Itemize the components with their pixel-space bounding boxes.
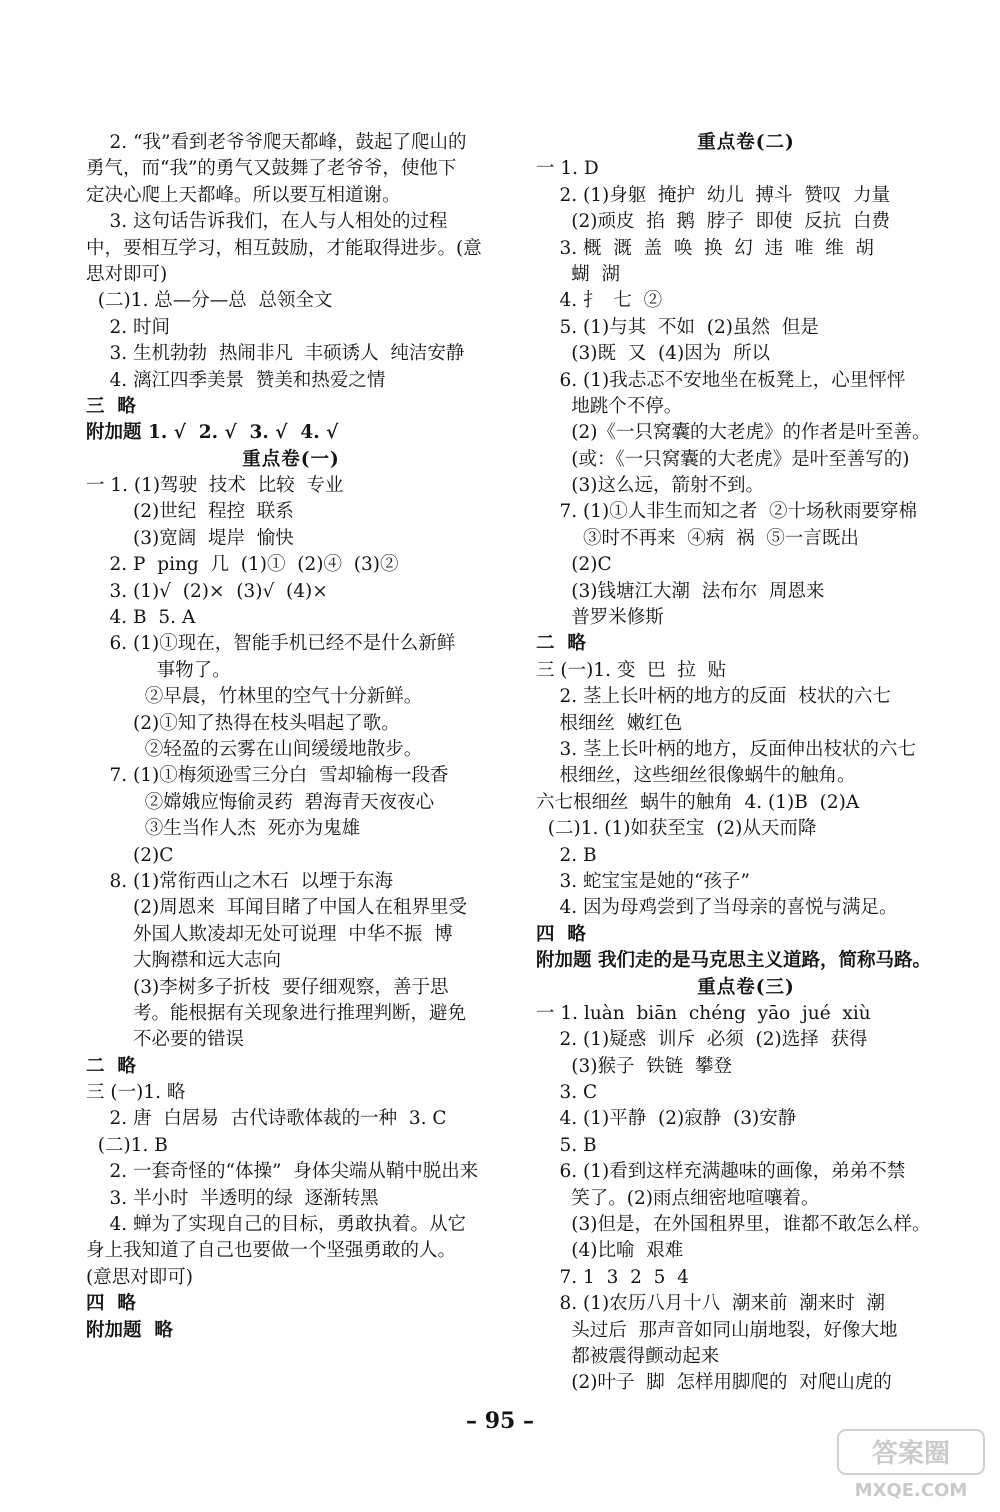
left-answer-line: 大胸襟和远大志向 <box>86 950 282 972</box>
left-answer-line: (3)李树多子折枝 要仔细观察，善于思 <box>86 976 449 998</box>
left-answer-line: 3. 这句话告诉我们，在人与人相处的过程 <box>86 211 448 233</box>
right-answer-line: (4)比喻 艰难 <box>536 1240 684 1262</box>
left-answer-line: (2)C <box>86 844 174 866</box>
left-answer-line: 外国人欺凌却无处可说理 中华不振 博 <box>86 923 453 945</box>
right-answer-line: 2. B <box>536 844 597 866</box>
right-answer-line: 2. 茎上长叶柄的地方的反面 枝状的六七 <box>536 686 891 708</box>
left-answer-line: 4. 蝉为了实现自己的目标，勇敢执着。从它 <box>86 1214 467 1236</box>
right-answer-line: 3. 蛇宝宝是她的“孩子” <box>536 870 750 892</box>
page-number: – 95 – <box>466 1408 534 1434</box>
left-answer-line: 一 1. (1)驾驶 技术 比较 专业 <box>86 475 344 497</box>
right-answer-line: 三 (一)1. 变 巴 拉 贴 <box>536 659 727 681</box>
left-column <box>86 130 496 1344</box>
right-answer-line: (3)既 又 (4)因为 所以 <box>536 343 770 365</box>
right-answer-line: (3)但是，在外国租界里，谁都不敢怎么样。 <box>536 1214 931 1236</box>
left-answer-line: 2. 时间 <box>86 316 171 338</box>
left-answer-line: 2. P ping 几 (1)① (2)④ (3)② <box>86 554 399 576</box>
left-answer-line: 中，要相互学习，相互鼓励，才能取得进步。(意 <box>86 237 482 259</box>
left-answer-line: 6. (1)①现在，智能手机已经不是什么新鲜 <box>86 633 456 655</box>
right-answer-line: (2)叶子 脚 怎样用脚爬的 对爬山虎的 <box>536 1372 892 1394</box>
left-answer-line: 2. “我”看到老爷爷爬天都峰，鼓起了爬山的 <box>86 132 467 153</box>
left-answer-line: 定决心爬上天都峰。所以要互相道谢。 <box>86 184 401 206</box>
right-answer-line: 蝴 湖 <box>536 263 621 285</box>
right-answer-line: 地跳个不停。 <box>536 395 683 417</box>
right-answer-line: (3)钱塘江大潮 法布尔 周恩来 <box>536 580 825 602</box>
left-answer-line: 二 略 <box>86 1055 136 1077</box>
right-answer-line: 根细丝，这些细丝很像蜗牛的触角。 <box>536 765 856 787</box>
right-answer-line: (2)顽皮 掐 鹅 脖子 即使 反抗 白费 <box>536 211 891 233</box>
left-answer-line: (意思对即可) <box>86 1266 193 1288</box>
left-answer-line: 三 (一)1. 略 <box>86 1082 186 1104</box>
left-answer-line: 4. 漓江四季美景 赞美和热爱之情 <box>86 369 386 391</box>
left-answer-line: 3. 生机勃勃 热闹非凡 丰硕诱人 纯洁安静 <box>86 343 465 365</box>
left-answer-line: (3)宽阔 堤岸 愉快 <box>86 527 294 549</box>
right-answer-line: 附加题 我们走的是马克思主义道路，简称马路。 <box>536 950 931 972</box>
left-answer-line: ②轻盈的云雾在山间缓缓地散步。 <box>86 738 423 760</box>
right-answer-line: 7. (1)①人非生而知之者 ②十场秋雨要穿棉 <box>536 501 918 523</box>
left-answer-line: ②嫦娥应悔偷灵药 碧海青天夜夜心 <box>86 791 435 813</box>
left-answer-line: 考。能根据有关现象进行推理判断，避免 <box>86 1002 467 1024</box>
right-answer-line: 4. (1)平静 (2)寂静 (3)安静 <box>536 1108 797 1130</box>
right-answer-line: 6. (1)我忐忑不安地坐在板凳上，心里怦怦 <box>536 369 906 391</box>
left-answer-line: (2)世纪 程控 联系 <box>86 501 294 523</box>
right-section-title: 重点卷(二) <box>697 132 795 153</box>
right-answer-line: 4. 因为母鸡尝到了当母亲的喜悦与满足。 <box>536 897 898 919</box>
right-answer-line: (或：《一只窝囊的大老虎》是叶至善写的) <box>536 448 910 470</box>
left-answer-line: ②早晨，竹林里的空气十分新鲜。 <box>86 686 423 708</box>
left-answer-line: 事物了。 <box>86 659 231 681</box>
left-answer-line: 附加题 略 <box>86 1319 173 1341</box>
right-answer-line: (2)《一只窝囊的大老虎》的作者是叶至善。 <box>536 422 931 444</box>
right-answer-line: 3. C <box>536 1082 598 1104</box>
right-answer-line: 5. B <box>536 1134 597 1156</box>
left-answer-line: (2)周恩来 耳闻目睹了中国人在租界里受 <box>86 897 468 919</box>
right-answer-line: 二 略 <box>536 633 586 655</box>
left-answer-line: (2)①知了热得在枝头唱起了歌。 <box>86 712 400 734</box>
left-answer-line: 4. B 5. A <box>86 607 196 629</box>
right-answer-line: 都被震得颤动起来 <box>536 1345 720 1367</box>
right-answer-line: 一 1. luàn biān chéng yāo jué xiù <box>536 1002 871 1024</box>
left-section-title: 重点卷(一) <box>242 448 340 470</box>
svg-text:MXQE.COM: MXQE.COM <box>854 1480 968 1501</box>
left-answer-line: 7. (1)①梅须逊雪三分白 雪却输梅一段香 <box>86 765 449 787</box>
right-answer-line: 笑了。(2)雨点细密地喧嚷着。 <box>536 1187 820 1209</box>
right-answer-line: 3. 茎上长叶柄的地方，反面伸出枝状的六七 <box>536 738 917 760</box>
left-answer-line: 2. 一套奇怪的“体操” 身体尖端从鞘中脱出来 <box>86 1161 479 1183</box>
left-answer-line: 不必要的错误 <box>86 1029 245 1051</box>
right-answer-line: 六七根细丝 蜗牛的触角 4. (1)B (2)A <box>536 791 860 813</box>
left-answer-line: 思对即可) <box>86 263 168 285</box>
right-column <box>536 130 956 1397</box>
right-answer-line: 4. 扌 七 ② <box>536 290 663 312</box>
right-answer-line: 6. (1)看到这样充满趣味的画像，弟弟不禁 <box>536 1161 906 1183</box>
right-answer-line: (二)1. (1)如获至宝 (2)从天而降 <box>536 818 817 840</box>
left-answer-line: 勇气，而“我”的勇气又鼓舞了老爷爷，使他下 <box>86 158 457 180</box>
left-answer-line: 8. (1)常衔西山之木石 以堙于东海 <box>86 870 394 892</box>
right-answer-line: 8. (1)农历八月十八 潮来前 潮来时 潮 <box>536 1293 886 1315</box>
left-answer-line: 四 略 <box>86 1293 136 1315</box>
left-answer-line: (二)1. B <box>86 1134 168 1156</box>
right-answer-line: (3)猴子 铁链 攀登 <box>536 1055 733 1077</box>
right-answer-line: (2)C <box>536 554 612 576</box>
right-answer-line: 2. (1)疑惑 训斥 必须 (2)选择 获得 <box>536 1029 868 1051</box>
left-answer-line: 附加题 1. √ 2. √ 3. √ 4. √ <box>86 422 339 444</box>
right-answer-line: 7. 1 3 2 5 4 <box>536 1266 689 1288</box>
right-section-title: 重点卷(三) <box>697 976 795 998</box>
right-answer-line: (3)这么远，箭射不到。 <box>536 475 764 497</box>
watermark-logo <box>836 1428 986 1504</box>
right-answer-line: 普罗米修斯 <box>536 607 664 629</box>
right-answer-line: 2. (1)身躯 掩护 幼儿 搏斗 赞叹 力量 <box>536 184 891 206</box>
right-answer-line: 3. 概 溉 盖 唤 换 幻 违 唯 维 胡 <box>536 237 874 259</box>
right-answer-line: 头过后 那声音如同山崩地裂，好像大地 <box>536 1319 898 1341</box>
left-answer-line: ③生当作人杰 死亦为鬼雄 <box>86 818 361 840</box>
left-answer-line: 3. 半小时 半透明的绿 逐渐转黑 <box>86 1187 379 1209</box>
left-answer-line: 3. (1)√ (2)× (3)√ (4)× <box>86 580 328 602</box>
left-answer-line: (二)1. 总—分—总 总领全文 <box>86 290 333 312</box>
right-answer-line: 四 略 <box>536 923 586 945</box>
right-answer-line: 根细丝 嫩红色 <box>536 712 683 734</box>
right-answer-line: ③时不再来 ④病 祸 ⑤一言既出 <box>536 527 859 549</box>
left-answer-line: 2. 唐 白居易 古代诗歌体裁的一种 3. C <box>86 1108 447 1130</box>
left-answer-line: 身上我知道了自己也要做一个坚强勇敢的人。 <box>86 1240 457 1262</box>
right-answer-line: 5. (1)与其 不如 (2)虽然 但是 <box>536 316 819 338</box>
right-answer-line: 一 1. D <box>536 158 599 180</box>
svg-text:答案圈: 答案圈 <box>871 1439 951 1469</box>
left-answer-line: 三 略 <box>86 395 136 417</box>
